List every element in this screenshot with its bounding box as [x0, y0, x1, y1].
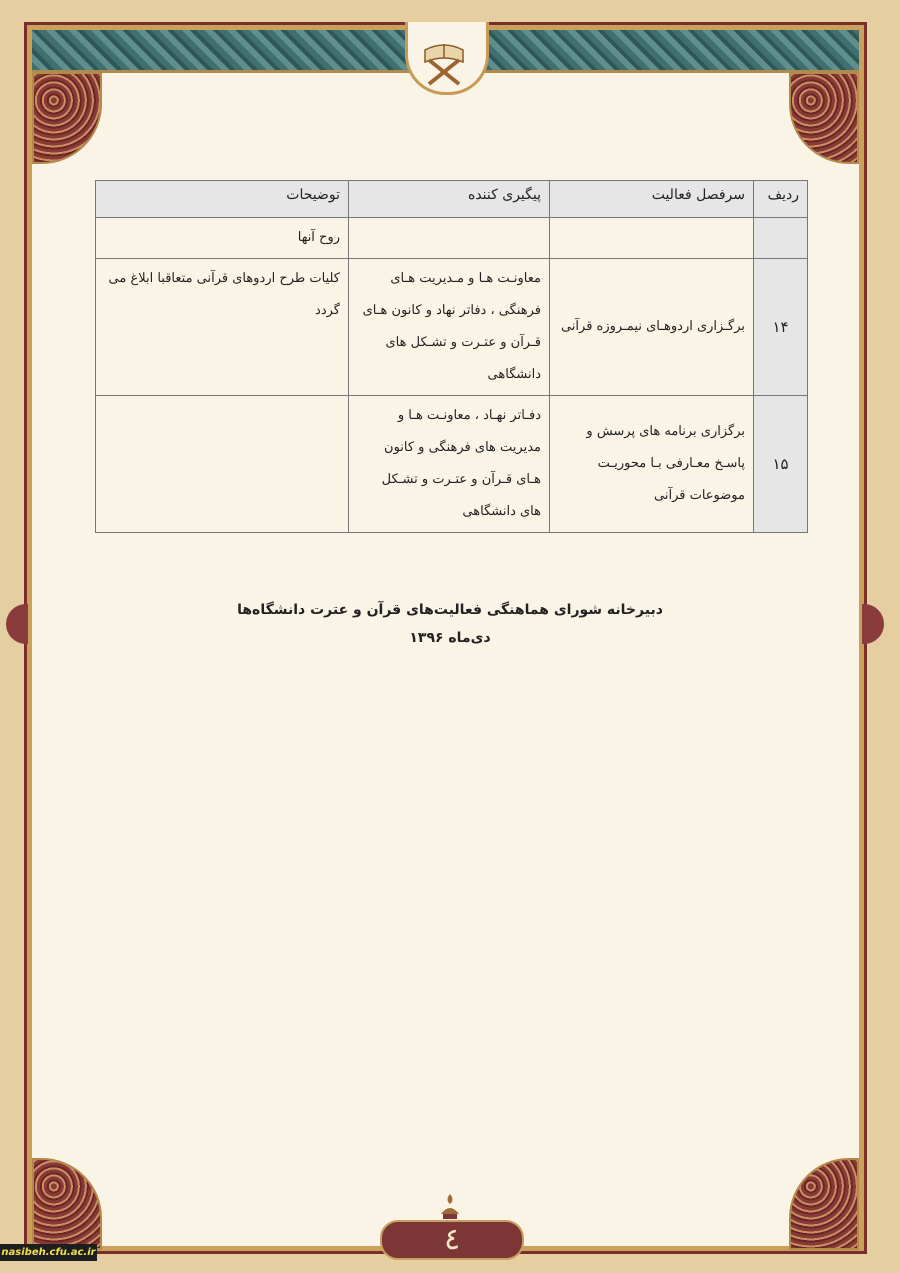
cell-row-number — [754, 218, 808, 259]
signature-block — [200, 596, 700, 652]
finial-ornament-icon — [437, 1192, 463, 1220]
issue-date: دی‌ماه ۱۳۹۶ — [409, 630, 491, 646]
table-row — [96, 396, 808, 533]
cell-activity — [550, 218, 754, 259]
side-ornament-right — [862, 604, 884, 644]
activity-table — [95, 180, 808, 533]
table-row — [96, 218, 808, 259]
quran-stand-icon — [421, 36, 467, 86]
cell-notes: روح آنها — [96, 218, 349, 259]
cell-row-number: ۱۵ — [754, 396, 808, 533]
watermark-url: nasibeh.cfu.ac.ir — [0, 1244, 97, 1261]
cell-follow-up: دفـاتر نهـاد ، معاونـت هـا و مدیریت های فرهنگی و کانون هـای قـرآن و عتـرت و تشـکل های دانشگاهی — [349, 396, 550, 533]
issuer-name: دبیرخانه شورای هماهنگی فعالیت‌های قرآن و عترت دانشگاه‌ها — [237, 602, 663, 618]
table-header-row — [96, 181, 808, 218]
cell-notes: کلیات طرح اردوهای قرآنی متعاقبا ابلاغ می گردد — [96, 259, 349, 396]
header-notes: توضیحات — [96, 181, 349, 218]
header-follow-up: پیگیری کننده — [349, 181, 550, 218]
cell-follow-up — [349, 218, 550, 259]
cell-activity: برگزاری برنامه های پرسش و پاسـخ معـارفی بـا محوریـت موضوعات قرآنی — [550, 396, 754, 533]
header-row-number: ردیف — [754, 181, 808, 218]
side-ornament-left — [6, 604, 28, 644]
header-activity: سرفصل فعالیت — [550, 181, 754, 218]
cell-row-number: ۱۴ — [754, 259, 808, 396]
table-row — [96, 259, 808, 396]
page-number: ٤ — [380, 1220, 524, 1260]
cell-activity: برگـزاری اردوهـای نیمـروزه قرآنی — [550, 259, 754, 396]
cell-follow-up: معاونـت هـا و مـدیریت هـای فرهنگی ، دفاتر نهاد و کانون هـای قـرآن و عتـرت و تشـکل های دانشگاهی — [349, 259, 550, 396]
cell-notes — [96, 396, 349, 533]
